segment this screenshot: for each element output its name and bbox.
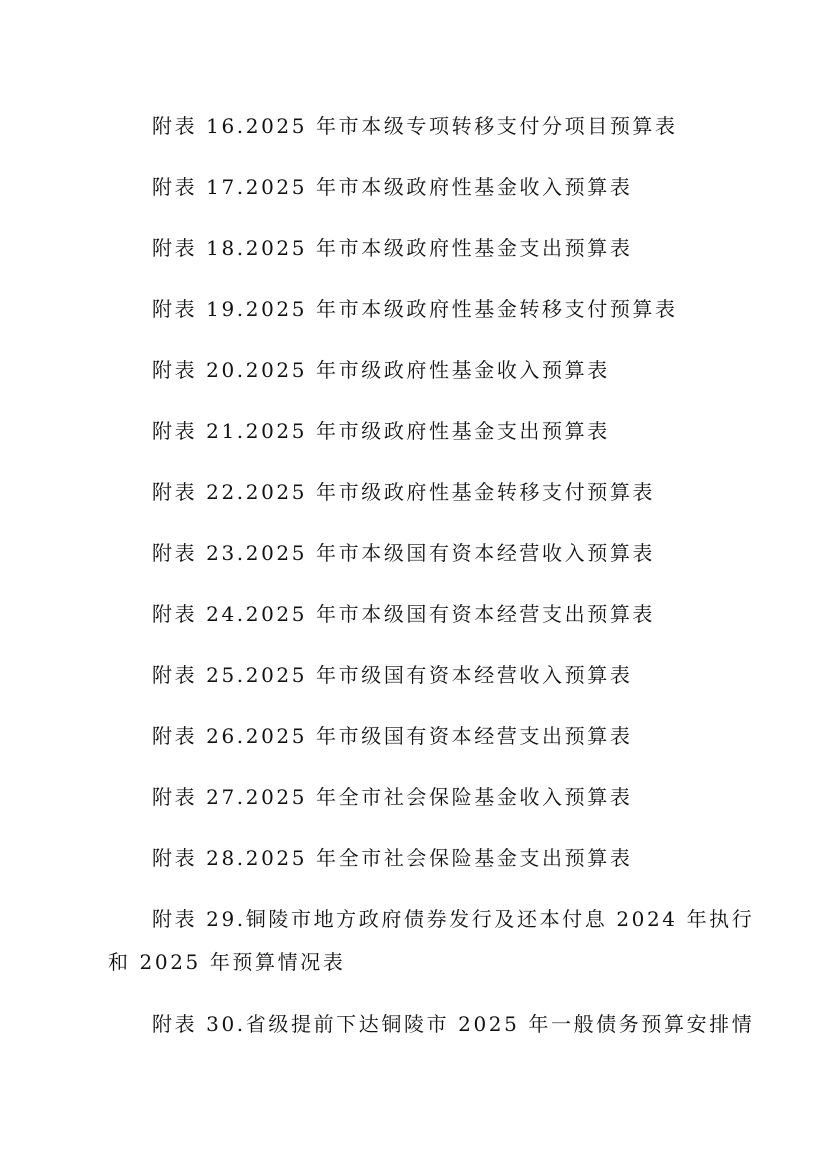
appendix-item-21: 附表 21.2025 年市级政府性基金支出预算表 bbox=[152, 419, 610, 443]
appendix-item-17: 附表 17.2025 年市本级政府性基金收入预算表 bbox=[152, 175, 633, 199]
appendix-item-27: 附表 27.2025 年全市社会保险基金收入预算表 bbox=[152, 785, 633, 809]
appendix-item-18: 附表 18.2025 年市本级政府性基金支出预算表 bbox=[152, 236, 633, 260]
appendix-item-20: 附表 20.2025 年市级政府性基金收入预算表 bbox=[152, 358, 610, 382]
appendix-item-25: 附表 25.2025 年市级国有资本经营收入预算表 bbox=[152, 663, 633, 687]
appendix-item-23: 附表 23.2025 年市本级国有资本经营收入预算表 bbox=[152, 541, 656, 565]
appendix-item-28: 附表 28.2025 年全市社会保险基金支出预算表 bbox=[152, 846, 633, 870]
appendix-item-19: 附表 19.2025 年市本级政府性基金转移支付预算表 bbox=[152, 297, 678, 321]
appendix-item-16: 附表 16.2025 年市本级专项转移支付分项目预算表 bbox=[152, 114, 678, 138]
appendix-item-26: 附表 26.2025 年市级国有资本经营支出预算表 bbox=[152, 724, 633, 748]
appendix-item-22: 附表 22.2025 年市级政府性基金转移支付预算表 bbox=[152, 480, 656, 504]
appendix-item-29: 附表 29.铜陵市地方政府债券发行及还本付息 2024 年执行 bbox=[152, 907, 755, 931]
appendix-item-29-continued: 和 2025 年预算情况表 bbox=[108, 950, 346, 974]
appendix-item-24: 附表 24.2025 年市本级国有资本经营支出预算表 bbox=[152, 602, 656, 626]
appendix-item-30: 附表 30.省级提前下达铜陵市 2025 年一般债务预算安排情 bbox=[152, 1012, 755, 1036]
